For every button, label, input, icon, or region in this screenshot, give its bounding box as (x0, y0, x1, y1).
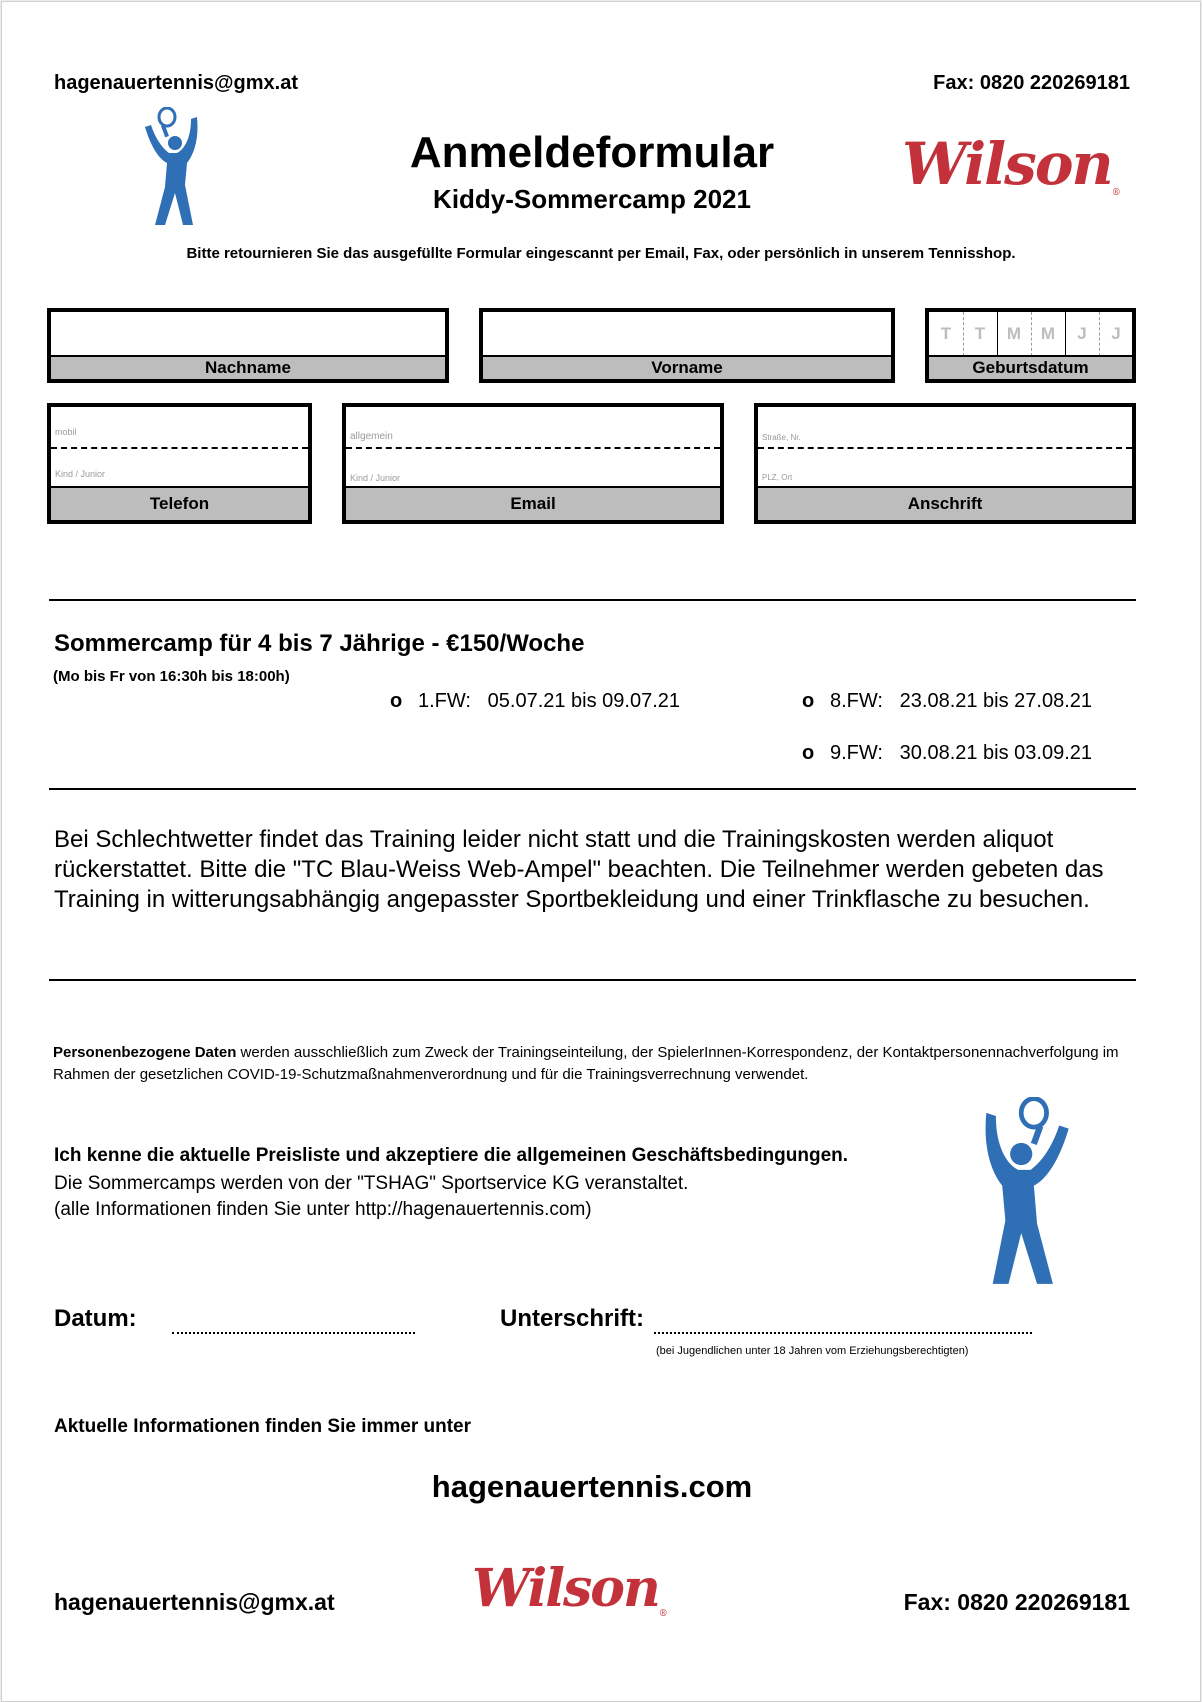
telefon-label: Telefon (51, 486, 308, 520)
page-subtitle: Kiddy-Sommercamp 2021 (433, 184, 751, 214)
agb-info: (alle Informationen finden Sie unter http://hagenauertennis.com) (54, 1199, 592, 1220)
date-placeholder-month1: M (1006, 324, 1022, 343)
geburtsdatum-label: Geburtsdatum (929, 355, 1132, 379)
footer-email: hagenauertennis@gmx.at (54, 1589, 335, 1615)
date-placeholder-day2: T (974, 324, 986, 343)
wilson-logo: Wilson® (902, 130, 1121, 198)
week-dates: 23.08.21 bis 27.08.21 (899, 690, 1093, 712)
email-label: Email (346, 486, 720, 520)
week-label: 1.FW: (418, 690, 471, 712)
section-divider (49, 599, 1136, 601)
date-placeholder-month2: M (1040, 324, 1056, 343)
email-hint-allgemein: allgemein (350, 431, 393, 442)
week-option-9[interactable] (802, 742, 1092, 765)
unterschrift-label: Unterschrift: (500, 1305, 645, 1332)
instructions-text: Bitte retournieren Sie das ausgefüllte Formular eingescannt per Email, Fax, oder persönlich in unserem Tennisshop. (186, 245, 1016, 262)
weather-notice: Bei Schlechtwetter findet das Training leider nicht statt und die Trainingskosten werden aliquot rückerstattet. Bitte die "TC Blau-Weiss Web-Ampel" beachten. Die Teilnehmer werden gebeten das Training in witterungsabhängig angepasster Sportbekleidung und einer Trinkflasche zu besuchen. (54, 826, 1104, 913)
field-divider (51, 447, 308, 449)
unterschrift-line[interactable] (654, 1332, 1032, 1334)
tennis-player-logo (962, 1097, 1082, 1287)
footer-info: Aktuelle Informationen finden Sie immer unter (54, 1416, 472, 1437)
privacy-notice (53, 1042, 1143, 1086)
tennis-player-logo (137, 107, 212, 227)
registration-form-page (1, 1, 1201, 1702)
week-label: 8.FW: (830, 690, 883, 712)
footer-website[interactable]: hagenauertennis.com (431, 1469, 753, 1504)
week-dates: 30.08.21 bis 03.09.21 (899, 742, 1093, 764)
header-fax: Fax: 0820 220269181 (933, 72, 1130, 94)
agb-organizer: Die Sommercamps werden von der "TSHAG" Sportservice KG veranstaltet. (54, 1173, 689, 1194)
privacy-text: werden ausschließlich zum Zweck der Trainingseinteilung, der SpielerInnen-Korrespondenz, der Kontaktpersonennachverfolgung im Rahmen der gesetzlichen COVID-19-Schutzmaßnahmenverordnung und für die Trainingsverrechnung verwendet. (53, 1044, 1119, 1083)
privacy-bold: Personenbezogene Daten (53, 1044, 237, 1061)
footer-fax: Fax: 0820 220269181 (903, 1589, 1130, 1615)
anschrift-label: Anschrift (758, 486, 1132, 520)
camp-heading: Sommercamp für 4 bis 7 Jährige - €150/Woche (54, 630, 585, 657)
vorname-field[interactable] (479, 308, 895, 383)
email-hint-kind: Kind / Junior (350, 473, 401, 483)
telefon-hint-mobil: mobil (55, 427, 77, 437)
field-divider (346, 447, 720, 449)
week-label: 9.FW: (830, 742, 883, 764)
date-placeholder-year2: J (1111, 324, 1121, 343)
datum-label: Datum: (54, 1305, 137, 1332)
vorname-label: Vorname (483, 355, 891, 379)
anschrift-hint-plz: PLZ, Ort (762, 473, 793, 482)
camp-times: (Mo bis Fr von 16:30h bis 18:00h) (53, 668, 290, 685)
checkbox-bullet[interactable]: o (802, 742, 815, 764)
field-divider (758, 447, 1132, 449)
date-placeholder-year1: J (1077, 324, 1087, 343)
week-option-1[interactable] (390, 690, 680, 713)
agb-accept: Ich kenne die aktuelle Preisliste und akzeptiere die allgemeinen Geschäftsbedingungen. (54, 1145, 849, 1166)
checkbox-bullet[interactable]: o (390, 690, 403, 712)
checkbox-bullet[interactable]: o (802, 690, 815, 712)
telefon-hint-kind: Kind / Junior (55, 469, 106, 479)
telefon-field[interactable] (47, 403, 312, 524)
wilson-logo: Wilson® (472, 1558, 668, 1619)
page-title: Anmeldeformular (409, 128, 775, 177)
signature-note: (bei Jugendlichen unter 18 Jahren vom Erziehungsberechtigten) (656, 1345, 969, 1357)
geburtsdatum-field[interactable] (925, 308, 1136, 383)
header-email: hagenauertennis@gmx.at (54, 72, 299, 94)
week-option-8[interactable] (802, 690, 1092, 713)
week-dates: 05.07.21 bis 09.07.21 (487, 690, 681, 712)
nachname-label: Nachname (51, 355, 445, 379)
email-field[interactable] (342, 403, 724, 524)
nachname-field[interactable] (47, 308, 449, 383)
anschrift-field[interactable] (754, 403, 1136, 524)
datum-line[interactable] (172, 1332, 415, 1334)
date-placeholder-day1: T (940, 324, 952, 343)
section-divider (49, 788, 1136, 790)
anschrift-hint-strasse: Straße, Nr. (762, 433, 801, 442)
section-divider (49, 979, 1136, 981)
